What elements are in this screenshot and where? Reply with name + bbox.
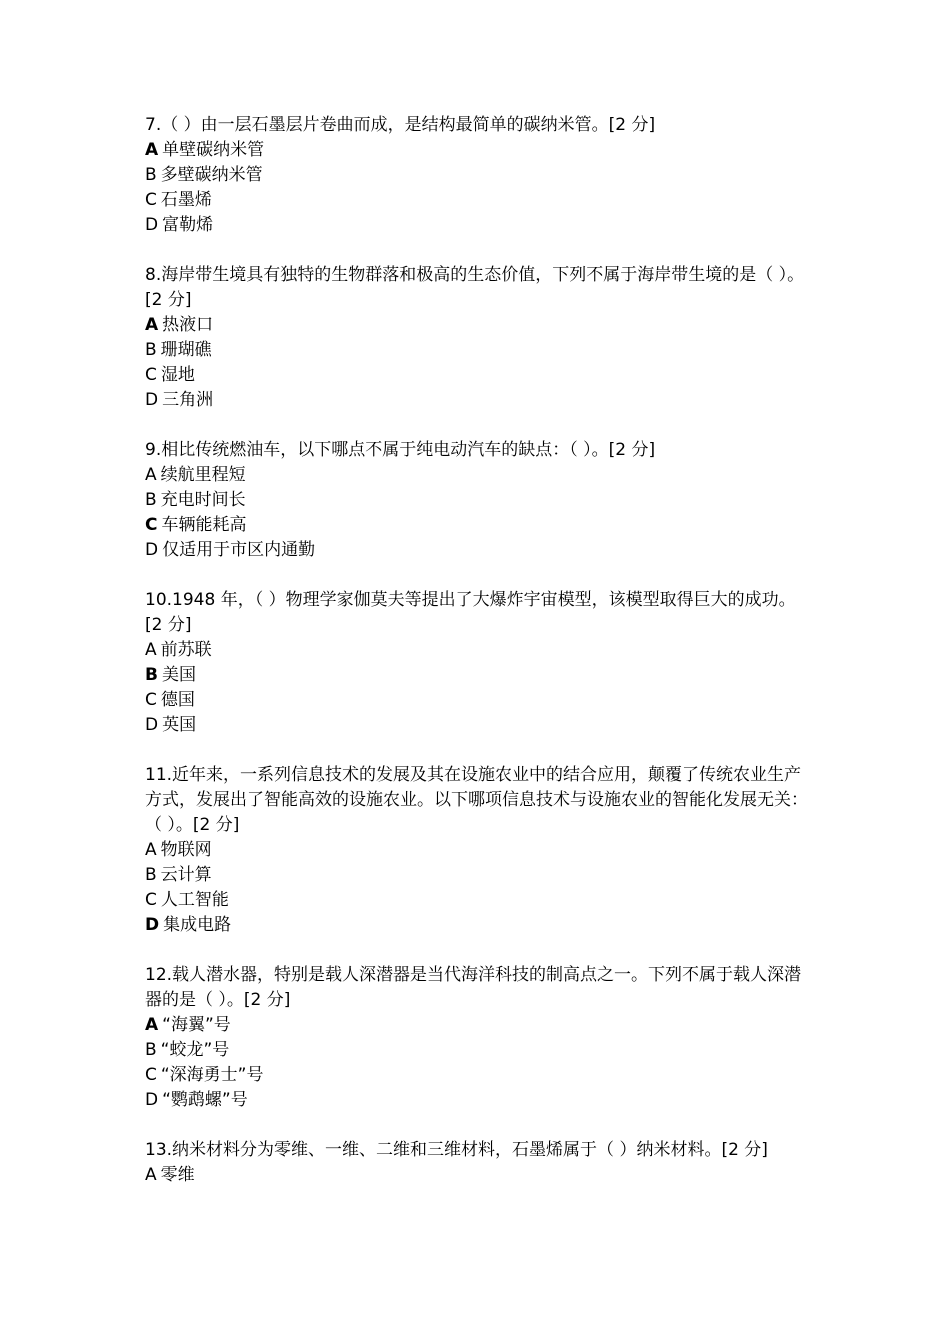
option-b <box>145 1038 810 1063</box>
question-7 <box>145 113 810 238</box>
option-text: 车辆能耗高 <box>161 515 247 535</box>
option-b <box>145 163 810 188</box>
option-text: 人工智能 <box>160 890 229 910</box>
option-letter: B <box>145 340 157 360</box>
option-a <box>145 1163 810 1188</box>
option-text: 前苏联 <box>160 640 212 660</box>
option-letter: D <box>145 915 160 935</box>
option-text: 仅适用于市区内通勤 <box>162 540 316 560</box>
option-letter: D <box>145 1090 159 1110</box>
question-stem: 9.相比传统燃油车，以下哪点不属于纯电动汽车的缺点：（ ）。[2 分] <box>145 440 656 460</box>
document-page <box>145 113 810 1213</box>
option-b <box>145 863 810 888</box>
question-stem: 8.海岸带生境具有独特的生物群落和极高的生态价值，下列不属于海岸带生境的是（ ）。[2 分] <box>145 265 805 310</box>
option-letter: C <box>145 190 157 210</box>
option-d <box>145 1088 810 1113</box>
option-d <box>145 538 810 563</box>
option-a <box>145 313 810 338</box>
option-letter: D <box>145 390 159 410</box>
option-letter: C <box>145 690 157 710</box>
option-letter: A <box>145 1165 157 1185</box>
option-letter: B <box>145 1040 157 1060</box>
option-text: 多壁碳纳米管 <box>160 165 263 185</box>
option-text: 充电时间长 <box>160 490 246 510</box>
option-letter: B <box>145 490 157 510</box>
option-text: 湿地 <box>160 365 195 385</box>
option-letter: C <box>145 365 157 385</box>
option-text: 美国 <box>161 665 196 685</box>
option-letter: D <box>145 540 159 560</box>
option-a <box>145 463 810 488</box>
option-text: “鹦鹉螺”号 <box>162 1090 248 1110</box>
option-c <box>145 888 810 913</box>
option-text: 云计算 <box>160 865 212 885</box>
option-b <box>145 663 810 688</box>
option-b <box>145 338 810 363</box>
question-stem: 7.（ ）由一层石墨层片卷曲而成，是结构最简单的碳纳米管。[2 分] <box>145 115 656 135</box>
option-text: “深海勇士”号 <box>160 1065 264 1085</box>
option-text: 英国 <box>162 715 197 735</box>
option-b <box>145 488 810 513</box>
option-letter: A <box>145 315 159 335</box>
question-11 <box>145 763 810 938</box>
option-letter: D <box>145 215 159 235</box>
option-text: “海翼”号 <box>162 1015 231 1035</box>
option-a <box>145 138 810 163</box>
option-letter: A <box>145 840 157 860</box>
option-c <box>145 1063 810 1088</box>
question-stem: 11.近年来，一系列信息技术的发展及其在设施农业中的结合应用，颠覆了传统农业生产方式，发展出了智能高效的设施农业。以下哪项信息技术与设施农业的智能化发展无关：（ ）。[2 分] <box>145 765 808 835</box>
question-10 <box>145 588 810 738</box>
option-text: 德国 <box>160 690 195 710</box>
option-d <box>145 713 810 738</box>
option-d <box>145 388 810 413</box>
option-text: 热液口 <box>162 315 214 335</box>
option-letter: C <box>145 1065 157 1085</box>
option-text: 石墨烯 <box>160 190 212 210</box>
option-letter: A <box>145 640 157 660</box>
option-c <box>145 513 810 538</box>
option-letter: A <box>145 1015 159 1035</box>
option-a <box>145 1013 810 1038</box>
option-c <box>145 688 810 713</box>
option-d <box>145 213 810 238</box>
option-text: “蛟龙”号 <box>160 1040 230 1060</box>
option-letter: C <box>145 515 158 535</box>
option-letter: A <box>145 465 157 485</box>
option-letter: A <box>145 140 159 160</box>
question-8 <box>145 263 810 413</box>
option-letter: D <box>145 715 159 735</box>
option-letter: B <box>145 165 157 185</box>
question-stem: 12.载人潜水器，特别是载人深潜器是当代海洋科技的制高点之一。下列不属于载人深潜器的是（ ）。[2 分] <box>145 965 802 1010</box>
option-text: 续航里程短 <box>160 465 246 485</box>
question-12 <box>145 963 810 1113</box>
option-text: 富勒烯 <box>162 215 214 235</box>
question-13 <box>145 1138 810 1188</box>
option-text: 三角洲 <box>162 390 214 410</box>
option-text: 零维 <box>160 1165 195 1185</box>
option-a <box>145 638 810 663</box>
option-letter: B <box>145 865 157 885</box>
option-c <box>145 363 810 388</box>
option-d <box>145 913 810 938</box>
question-9 <box>145 438 810 563</box>
option-c <box>145 188 810 213</box>
option-text: 单壁碳纳米管 <box>162 140 265 160</box>
question-stem: 13.纳米材料分为零维、一维、二维和三维材料，石墨烯属于（ ）纳米材料。[2 分] <box>145 1140 768 1160</box>
option-letter: C <box>145 890 157 910</box>
option-text: 珊瑚礁 <box>160 340 212 360</box>
question-stem: 10.1948 年，（ ）物理学家伽莫夫等提出了大爆炸宇宙模型，该模型取得巨大的成功。[2 分] <box>145 590 796 635</box>
option-text: 集成电路 <box>163 915 232 935</box>
option-a <box>145 838 810 863</box>
option-text: 物联网 <box>160 840 212 860</box>
option-letter: B <box>145 665 158 685</box>
